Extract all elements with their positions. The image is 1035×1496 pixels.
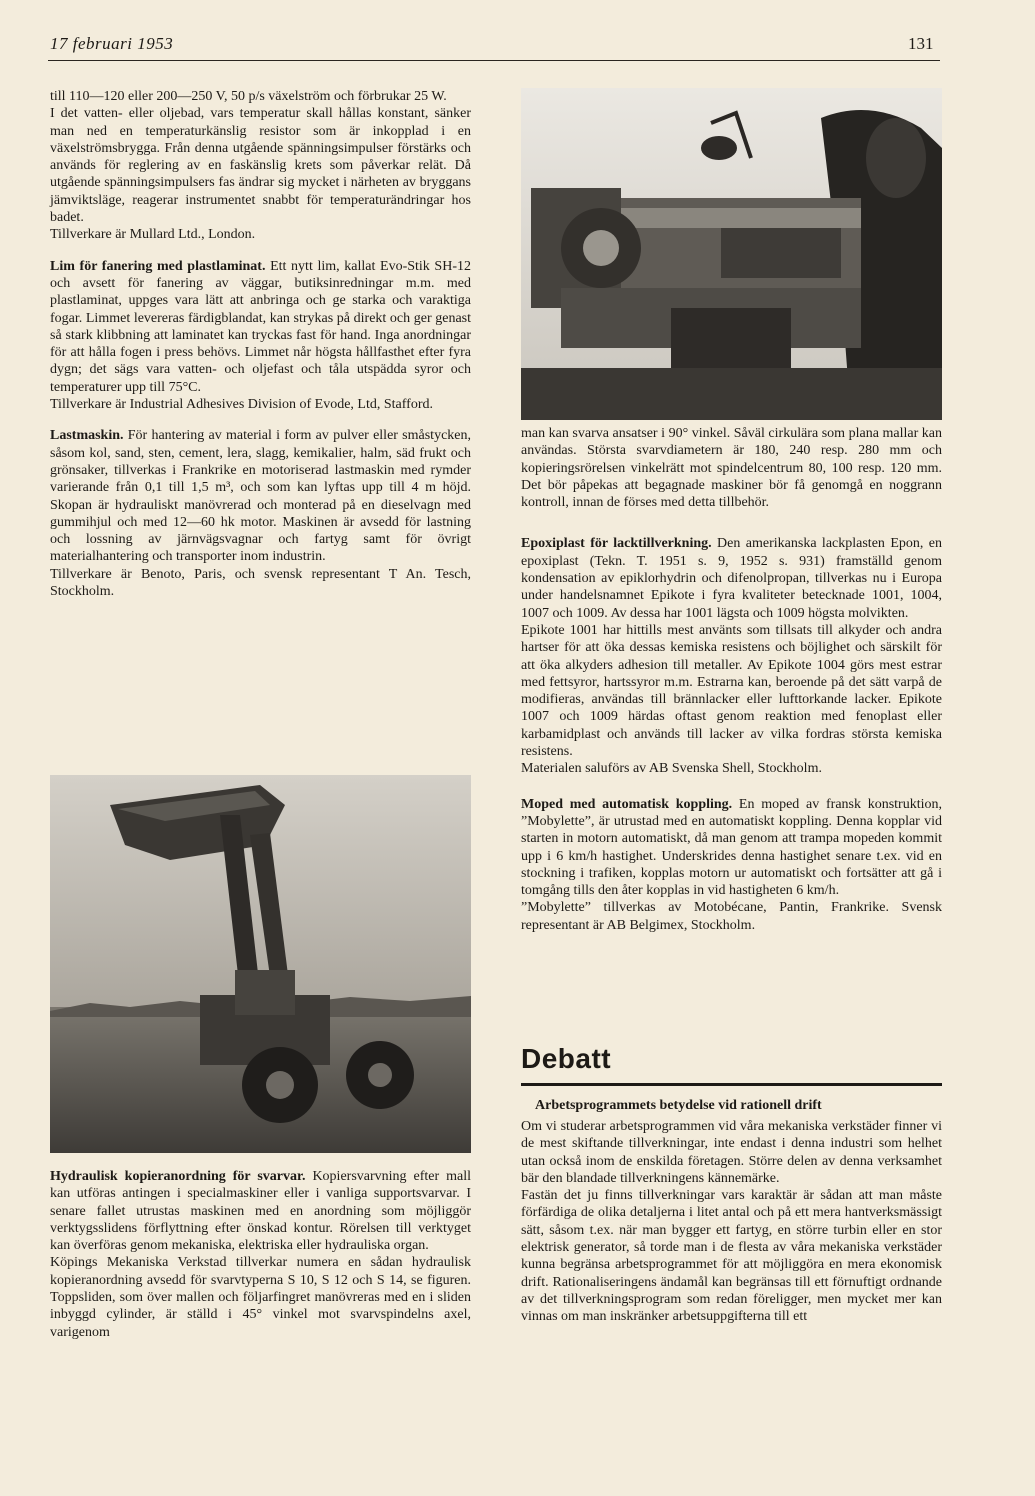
article-epoxi	[521, 535, 942, 621]
debatt-p1: Om vi studerar arbetsprogrammen vid våra mekaniska verkstäder finner vi de mest skiftande tillverkningar, inte endast i denna industri som helhet utan också inom de enskilda företagen. Större delen av denna verksamhet bär den blandade tillverkningens kännemärke.	[521, 1119, 942, 1186]
article-lastmaskin	[50, 427, 471, 565]
page-number: 131	[908, 34, 934, 53]
article-hydraulisk-heading: Hydraulisk kopieranordning för svarvar.	[50, 1169, 306, 1184]
article-lim-maker: Tillverkare är Industrial Adhesives Division of Evode, Ltd, Stafford.	[50, 397, 433, 413]
article-lim	[50, 258, 471, 396]
left-column-bottom	[50, 1168, 471, 1341]
lathe-photo	[521, 88, 942, 420]
article-moped-p2: ”Mobylette” tillverkas av Motobécane, Pantin, Frankrike. Svensk representant är AB Belgimex, Stockholm.	[521, 900, 942, 933]
header-rule	[48, 60, 940, 61]
lathe-image	[521, 88, 942, 420]
article-thermostat-body: I det vatten- eller oljebad, vars temperatur skall hållas konstant, sänker man ned en temperaturkänslig resistor som är inkopplad i en växelströmsbrygga. Från denna utgående spänningsimpulser förstärks och används för reglering av en faskänslig krets som påverkar relät. Då utgående spänningsimpulsers fas ändrar sig mycket i närheten av bryggans jämviktsläge, reagerar instrumentet snabbt för temperaturändringar hos badet.	[50, 106, 471, 226]
article-hydraulisk-p2: Köpings Mekaniska Verkstad tillverkar numera en sådan hydraulisk kopieranordning avsedd för svarvtyperna S 10, S 12 och S 14, se figuren. Toppsliden, som över mallen och följarfingret manövreras med en i sliden inbyggd cylinder, är ställd i 45° vinkel mot svarvspindelns axel, varigenom	[50, 1255, 471, 1340]
debatt-p2: Fastän det ju finns tillverkningar vars karaktär är sådan att man måste förfärdiga de olika detaljerna i litet antal och på ett mera hantverksmässigt sätt, såsom t.ex. när man bygger ett fartyg, en större turbin eller en stor elektrisk generator, så torde man i de flesta av våra mekaniska verkstäder kunna begränsa arbetsprogrammet för att möjliggöra en mera ekonomisk drift. Rationaliseringens ändamål kan begränsas till ett förnuftigt ordnande av det tillverkningsprogram som redan föreligger, men mycket mer kan vinnas om man inskränker arbetsuppgifterna till ett	[521, 1188, 942, 1325]
debatt-subtitle: Arbetsprogrammets betydelse vid rationell drift	[535, 1098, 822, 1113]
article-epoxi-p3: Materialen saluförs av AB Svenska Shell, Stockholm.	[521, 761, 822, 777]
article-lastmaskin-heading: Lastmaskin.	[50, 428, 124, 444]
article-lim-heading: Lim för fanering med plastlaminat.	[50, 258, 266, 274]
debatt-column	[521, 1118, 942, 1326]
article-thermostat-maker: Tillverkare är Mullard Ltd., London.	[50, 227, 256, 243]
article-hydraulisk-cont: man kan svarva ansatser i 90° vinkel. Såväl cirkulära som plana mallar kan användas. Största svarvdiametern är 180, 240 resp. 280 mm och kopieringsrörelsen vinkelrätt mot spindelcentrum 80, 100 resp. 120 mm. Det bör påpekas att begagnade maskiner bör få genomgå en noggrann kontroll, innan de förses med detta tillbehör.	[521, 426, 942, 511]
loader-image	[50, 775, 471, 1153]
header-date: 17 februari 1953	[50, 34, 174, 53]
article-moped	[521, 796, 942, 900]
debatt-rule	[521, 1083, 942, 1086]
loader-photo	[50, 775, 471, 1153]
article-lim-body: Ett nytt lim, kallat Evo-Stik SH-12 och avsett för fanering av väggar, butiksinredningar m.m. med plastlaminat, uppges vara lätt att anbringa och ge starka och varaktiga fogar. Limmet levereras färdigblandat, kan strykas på direkt och ger genast så stark klibbning att laminatet kan tryckas fast för hand. Inga anordningar för att hålla fogen i press behövs. Limmet når högsta hållfasthet efter fyra dygn; det sägs vara vatten- och oljefast och tåla utspädda syror och temperaturer upp till 75°C.	[50, 258, 471, 395]
right-column	[521, 425, 942, 934]
article-lastmaskin-body: För hantering av material i form av pulver eller småstycken, såsom kol, sand, sten, cement, lera, slagg, kemikalier, halm, säd frukt och grönsaker, tillverkas i Frankrike en motoriserad lastmaskin med rymder varierande från 0,1 till 1,5 m³, och som kan lyftas upp till 4 m höjd. Skopan är hydrauliskt manövrerad och monterad på en dieselvagn med gummihjul och med 12—60 hk motor. Maskinen är avsedd för lastning och lossning av järnvägsvagnar och fartyg samt för övrigt materialhantering och transporter inom industrin.	[50, 428, 471, 565]
debatt-heading: Debatt	[521, 1043, 612, 1074]
article-hydraulisk	[50, 1168, 471, 1254]
article-lastmaskin-maker: Tillverkare är Benoto, Paris, och svensk representant T An. Tesch, Stockholm.	[50, 566, 471, 600]
article-moped-body: En moped av fransk konstruktion, ”Mobylette”, är utrustad med en automatiskt koppling. Denna kopplar vid starten in motorn automatiskt, då man genom att trampa mopeden kommit upp i 6 km/h hastighet. Underskrides denna hastighet senare t.ex. vid en stockning i trafiken, kopplas motorn ur automatiskt och fortsätter att gå i tomgång tills den åter kopplas in vid hastigheten 6 km/h.	[521, 796, 942, 899]
article-hydraulisk-body: Kopiersvarvning efter mall kan utföras antingen i specialmaskiner eller i vanliga supportsvarvar. I senare fallet utrustas maskinen med en anordning som möjliggör verktygsslidens förflyttning efter önskad kontur. Rörelsen till verktyget kan överföras genom mekaniska, elektriska eller hydrauliska organ.	[50, 1169, 471, 1254]
left-column-top	[50, 88, 471, 600]
article-epoxi-p2: Epikote 1001 har hittills mest använts som tillsats till alkyder och andra hartser för att öka dessas kemiska resistens och böjlighet och särskilt för att öka alkyders adhesion till metaller. Av Epikote 1004 görs mest estrar med fettsyror, hartssyror m.m. Estrarna kan, beroende på det sätt varpå de modifieras, användas till brännlacker eller lufttorkande lacker. Epikote 1007 och 1009 härdas oftast genom reaktion med fenoplast eller karbamidplast och används till lacker av vilka fordras största kemiska resistens.	[521, 622, 942, 760]
article-moped-heading: Moped med automatisk koppling.	[521, 796, 733, 812]
article-epoxi-body: Den amerikanska lackplasten Epon, en epoxiplast (Tekn. T. 1951 s. 9, 1952 s. 931) framställd genom kondensation av epiklorhydrin och difenolpropan, tillverkas nu i Europa under handelsnamnet Epikote i fyra kvaliteter betecknade 1001, 1004, 1007 och 1009. Av dessa har 1001 lägsta och 1009 högsta molvikten.	[521, 536, 942, 621]
article-thermostat-end: till 110—120 eller 200—250 V, 50 p/s växelström och förbrukar 25 W.	[50, 89, 447, 104]
article-epoxi-heading: Epoxiplast för lacktillverkning.	[521, 536, 712, 552]
